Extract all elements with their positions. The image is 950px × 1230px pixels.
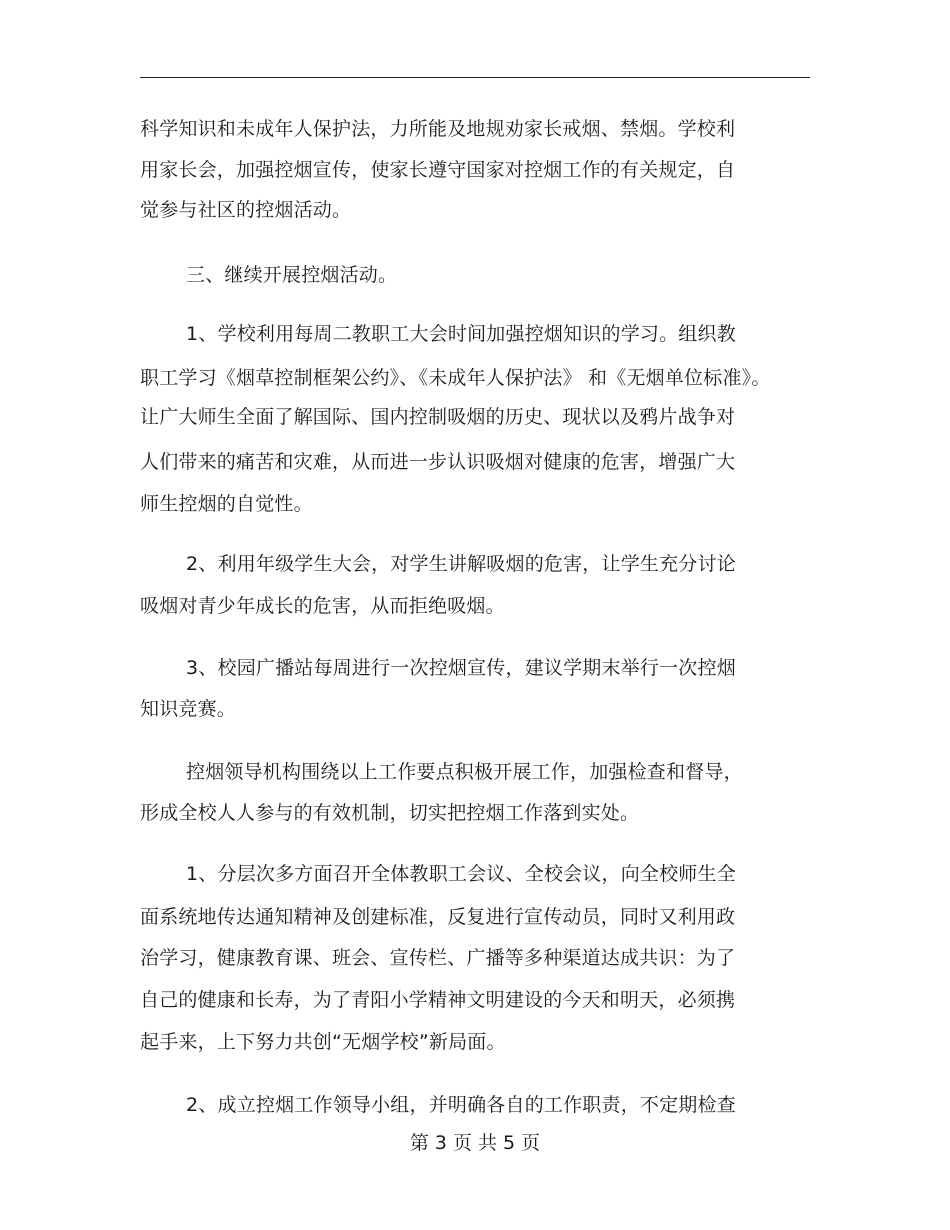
body-line: 人们带来的痛苦和灾难，从而进一步认识吸烟对健康的危害，增强广大 [140,451,736,473]
body-line: 2、成立控烟工作领导小组，并明确各自的工作职责，不定期检查 [186,1094,736,1116]
footer-total-suffix: 页 [521,1132,541,1154]
body-line: 知识竞赛。 [140,698,237,720]
total-pages-number: 5 [503,1132,516,1154]
body-line: 1、分层次多方面召开全体教职工会议、全校会议，向全校师生全 [186,863,736,885]
body-line: 面系统地传达通知精神及创建标准，反复进行宣传动员，同时又利用政 [140,906,736,928]
body-line: 觉参与社区的控烟活动。 [140,199,352,221]
body-line: 科学知识和未成年人保护法，力所能及地规劝家长戒烟、禁烟。学校利 [140,118,736,140]
header-rule [140,77,810,78]
body-line: 控烟领导机构围绕以上工作要点积极开展工作，加强检查和督导， [186,761,743,783]
body-line: 自己的健康和长寿，为了青阳小学精神文明建设的今天和明天，必须携 [140,989,736,1011]
section-heading: 三、继续开展控烟活动。 [186,264,398,286]
body-line: 职工学习《烟草控制框架公约》、《未成年人保护法》 和《无烟单位标准》。 [140,367,771,389]
footer-prefix: 第 [409,1132,429,1154]
body-line: 2、利用年级学生大会，对学生讲解吸烟的危害，让学生充分讨论 [186,553,736,575]
footer-total-prefix: 共 [478,1132,498,1154]
footer-page-word: 页 [452,1132,472,1154]
body-line: 师生控烟的自觉性。 [140,493,313,515]
body-line: 起手来，上下努力共创“无烟学校”新局面。 [140,1031,506,1053]
current-page-number: 3 [434,1132,447,1154]
body-line: 用家长会，加强控烟宣传，使家长遵守国家对控烟工作的有关规定，自 [140,159,736,181]
body-line: 形成全校人人参与的有效机制，切实把控烟工作落到实处。 [140,802,640,824]
body-line: 让广大师生全面了解国际、国内控制吸烟的历史、现状以及鸦片战争对 [140,406,736,428]
body-line: 3、校园广播站每周进行一次控烟宣传，建议学期末举行一次控烟 [186,657,736,679]
body-line: 1、学校利用每周二教职工大会时间加强控烟知识的学习。组织教 [186,323,736,345]
page-footer [0,1131,950,1155]
body-line: 治学习，健康教育课、班会、宣传栏、广播等多种渠道达成共识：为了 [140,947,736,969]
body-line: 吸烟对青少年成长的危害，从而拒绝吸烟。 [140,595,505,617]
